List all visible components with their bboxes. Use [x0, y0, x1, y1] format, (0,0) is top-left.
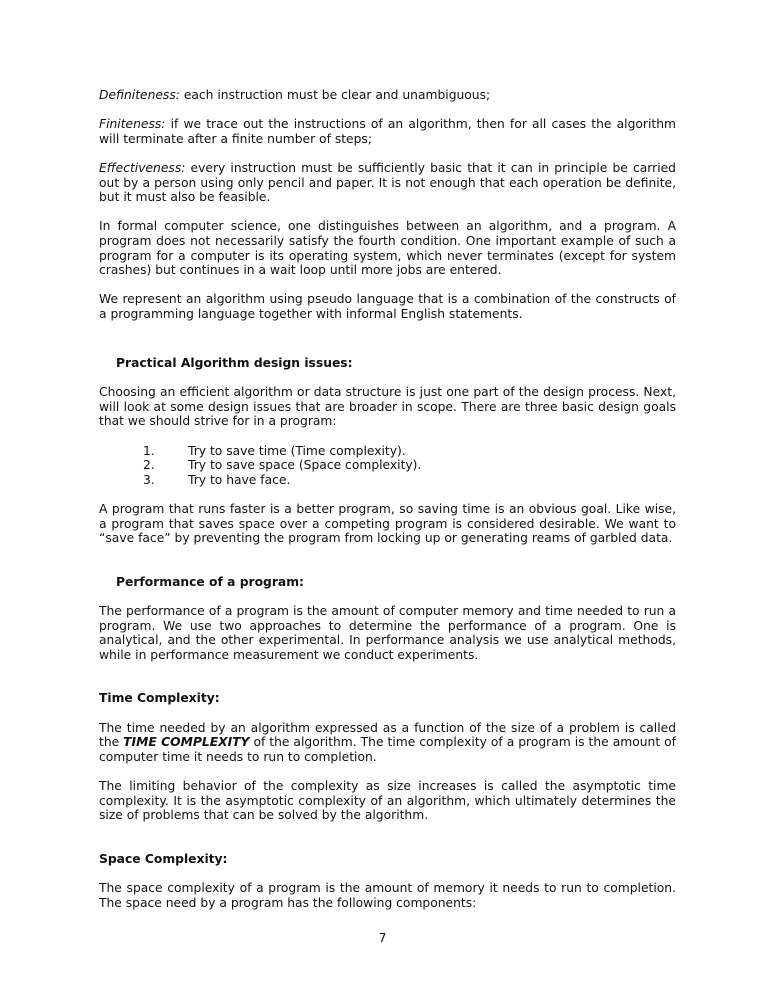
list-item-text: Try to have face.	[188, 472, 291, 487]
time-complexity-heading: Time Complexity:	[99, 691, 220, 706]
definiteness-text: each instruction must be clear and unambiguous;	[183, 88, 491, 102]
list-item-text: Try to save time (Time complexity).	[188, 443, 406, 458]
page-content	[99, 88, 676, 910]
space-complexity-heading: Space Complexity:	[99, 851, 228, 866]
effectiveness-text: every instruction must be sufficiently basic that it can in principle be carried out by a person using only pencil and paper. It is not enough that each operation be definite, but it must also be feasible.	[99, 160, 676, 205]
practical-design-heading: Practical Algorithm design issues:	[116, 356, 353, 371]
effectiveness-term: Effectiveness:	[99, 160, 186, 175]
list-item-text: Try to save space (Space complexity).	[188, 458, 422, 473]
pseudo-language-paragraph: We represent an algorithm using pseudo language that is a combination of the constructs of a programming language together with informal English statements.	[99, 292, 676, 321]
list-item	[99, 458, 676, 473]
finiteness-paragraph	[99, 117, 676, 146]
definiteness-term: Definiteness:	[99, 88, 180, 102]
design-goals-list	[99, 444, 676, 488]
finiteness-term: Finiteness:	[99, 117, 166, 132]
algorithm-vs-program-paragraph: In formal computer science, one distinguishes between an algorithm, and a program. A program does not necessarily satisfy the fourth condition. One important example of such a program for a computer is its operating system, which never terminates (except for system crashes) but continues in a wait loop until more jobs are entered.	[99, 219, 676, 278]
list-item-number: 1.	[143, 443, 155, 458]
list-item	[99, 444, 676, 459]
save-face-paragraph: A program that runs faster is a better program, so saving time is an obvious goal. Like wise, a program that saves space over a competing program is considered desirable. We want to “save face” by preventing the program from locking up or generating reams of garbled data.	[99, 502, 676, 546]
list-item	[99, 473, 676, 488]
list-item-number: 3.	[143, 472, 155, 487]
definiteness-paragraph	[99, 88, 676, 103]
list-item-number: 2.	[143, 458, 155, 473]
time-complexity-text-after: of the algorithm. The time complexity of a program is the amount of computer time it needs to run to completion.	[99, 735, 676, 764]
time-complexity-term: TIME COMPLEXITY	[123, 735, 250, 750]
performance-paragraph: The performance of a program is the amount of computer memory and time needed to run a program. We use two approaches to determine the performance of a program. One is analytical, and the other experimental. In performance analysis we use analytical methods, while in performance measurement we conduct experiments.	[99, 604, 676, 662]
asymptotic-paragraph: The limiting behavior of the complexity as size increases is called the asymptotic time complexity. It is the asymptotic complexity of an algorithm, which ultimately determines the size of problems that can be solved by the algorithm.	[99, 778, 676, 823]
performance-heading: Performance of a program:	[116, 574, 304, 589]
space-complexity-paragraph: The space complexity of a program is the amount of memory it needs to run to completion. The space need by a program has the following components:	[99, 880, 676, 910]
page-number: 7	[378, 931, 387, 945]
time-complexity-text-before: The time needed by an algorithm expressed as a function of the size of a problem is called the	[99, 720, 676, 750]
finiteness-text: if we trace out the instructions of an algorithm, then for all cases the algorithm will terminate after a finite number of steps;	[99, 117, 676, 146]
design-process-paragraph: Choosing an efficient algorithm or data structure is just one part of the design process. Next, will look at some design issues that are broader in scope. There are three basic design goals that we should strive for in a program:	[99, 385, 676, 429]
effectiveness-paragraph	[99, 161, 676, 205]
time-complexity-paragraph	[99, 721, 676, 765]
